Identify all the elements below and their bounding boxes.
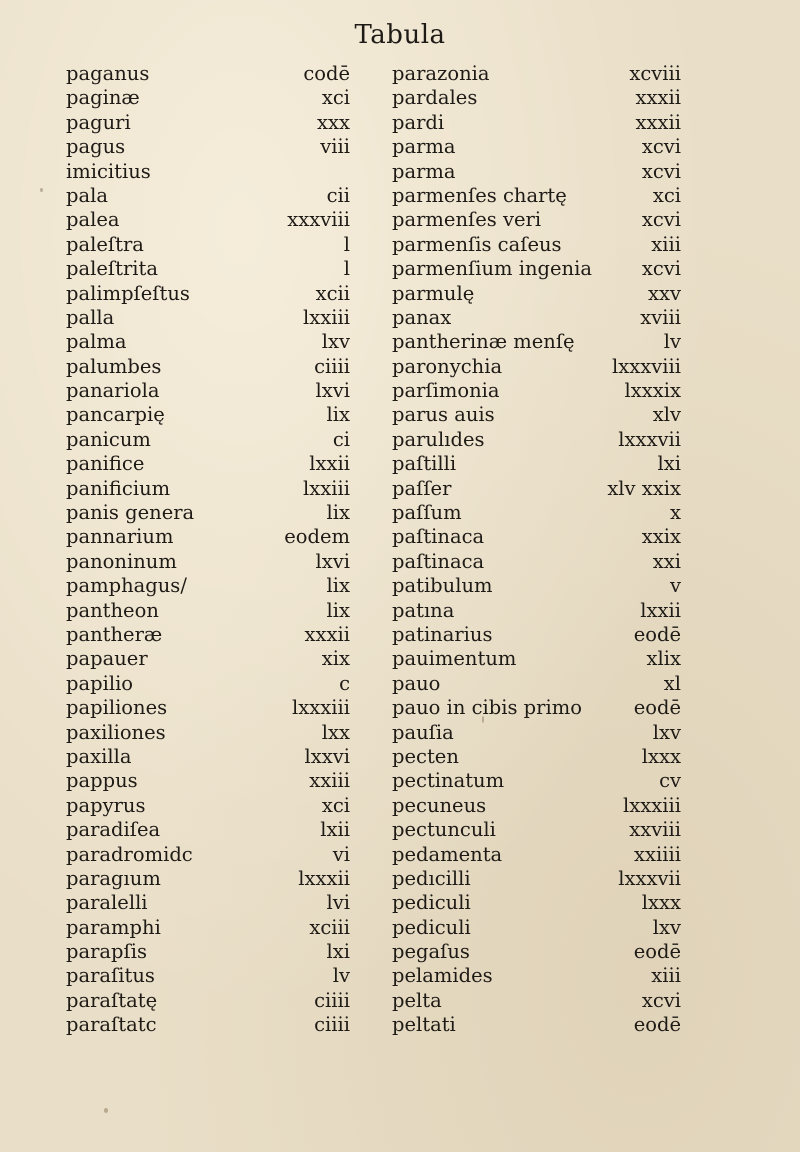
index-reference: lxi — [326, 940, 350, 964]
index-reference: codē — [303, 62, 350, 85]
index-term: pancarpię — [66, 403, 165, 427]
index-term: palimpſeſtus — [66, 281, 190, 305]
index-reference: lv — [663, 330, 681, 354]
index-reference: xxxviii — [287, 208, 350, 232]
index-term: patibulum — [392, 574, 493, 598]
index-term: paguri — [66, 110, 131, 134]
index-term: pauo in cibis primo — [392, 696, 582, 720]
index-reference: lvi — [326, 891, 350, 915]
index-reference: lxxxiii — [623, 793, 681, 817]
index-term: pamphagus/ — [66, 574, 187, 598]
index-reference: cii — [326, 183, 350, 207]
index-term: paleſtrita — [66, 257, 158, 281]
index-reference: xcii — [315, 281, 350, 305]
paper-speck — [104, 1108, 108, 1113]
index-reference: xcvi — [641, 208, 681, 232]
index-reference: lix — [326, 574, 350, 598]
index-reference: lxxxii — [298, 866, 350, 890]
index-reference: xci — [652, 183, 681, 207]
index-term: pantheon — [66, 598, 159, 622]
index-reference: lxxvi — [304, 744, 350, 768]
index-reference: xlix — [646, 647, 681, 671]
index-reference: lxxxiii — [292, 696, 350, 720]
index-term: pecten — [392, 744, 459, 768]
index-reference: lxv — [321, 330, 350, 354]
index-term: paronychia — [392, 354, 503, 378]
index-term: parapſis — [66, 940, 147, 964]
index-term: parſimonia — [392, 379, 500, 403]
left-term-column — [66, 62, 266, 1038]
index-term: paradiſea — [66, 818, 161, 842]
paper-speck — [482, 716, 484, 723]
index-reference: lxxx — [641, 891, 681, 915]
index-term: patına — [392, 598, 455, 622]
index-term: panoninum — [66, 549, 177, 573]
index-term: paginæ — [66, 86, 140, 110]
index-term: pantherinæ menſę — [392, 330, 575, 354]
index-reference: ci — [332, 427, 350, 451]
index-reference: lxxxvii — [618, 866, 681, 890]
index-term: panariola — [66, 379, 160, 403]
index-reference: lxxxviii — [612, 354, 681, 378]
paper-speck — [40, 188, 43, 192]
index-term: pedıcilli — [392, 866, 471, 890]
index-term: palea — [66, 208, 120, 232]
index-term: paramphi — [66, 915, 161, 939]
index-reference: x — [670, 501, 681, 525]
index-term: paragıum — [66, 866, 161, 890]
index-term: pedamenta — [392, 842, 503, 866]
index-reference: xxix — [641, 525, 681, 549]
index-term: paraſtatę — [66, 988, 158, 1012]
index-reference: lxxii — [640, 598, 681, 622]
index-reference: lxv — [652, 915, 681, 939]
index-term: parulıdes — [392, 427, 485, 451]
index-term: pediculi — [392, 915, 471, 939]
index-reference: xcvi — [641, 135, 681, 159]
index-reference: xxxii — [635, 86, 681, 110]
index-term: panax — [392, 305, 452, 329]
index-reference: lix — [326, 403, 350, 427]
index-reference: ciiii — [314, 354, 350, 378]
index-term: pardales — [392, 86, 478, 110]
index-reference: lxvi — [315, 379, 350, 403]
index-term: pauo — [392, 671, 441, 695]
index-reference: xxiii — [309, 769, 350, 793]
index-reference: eodem — [284, 525, 350, 549]
index-term: parmenſis caſeus — [392, 232, 562, 256]
index-term: parus auis — [392, 403, 495, 427]
index-reference: lix — [326, 598, 350, 622]
index-term: panifice — [66, 452, 145, 476]
index-term: paſtinaca — [392, 549, 485, 573]
index-term: pediculi — [392, 891, 471, 915]
index-term: paxiliones — [66, 720, 166, 744]
index-term: paleſtra — [66, 232, 144, 256]
index-reference: xci — [321, 793, 350, 817]
index-term: pagus — [66, 135, 126, 159]
index-term: panis genera — [66, 501, 195, 525]
index-reference: lxvi — [315, 549, 350, 573]
index-term: pantheræ — [66, 622, 163, 646]
index-reference: eodē — [633, 622, 681, 646]
index-term: papilio — [66, 671, 134, 695]
index-term: paſtilli — [392, 452, 457, 476]
index-term: panicum — [66, 427, 151, 451]
index-reference: l — [343, 232, 350, 256]
index-reference: xxiiii — [634, 842, 681, 866]
index-term: panificium — [66, 476, 171, 500]
index-reference: xviii — [640, 305, 681, 329]
index-term: pecuneus — [392, 793, 487, 817]
index-reference: xcvi — [641, 988, 681, 1012]
index-term: imicitius — [66, 159, 151, 183]
index-reference: xxxii — [304, 622, 350, 646]
index-reference: xix — [321, 647, 350, 671]
index-reference: lxx — [321, 720, 350, 744]
index-reference: lv — [332, 964, 350, 988]
index-reference: viii — [320, 135, 350, 159]
index-reference: lxv — [652, 720, 681, 744]
index-reference: lix — [326, 501, 350, 525]
index-term: pauſia — [392, 720, 454, 744]
index-reference: xlv — [652, 403, 681, 427]
index-reference: cv — [659, 769, 681, 793]
index-reference: xiii — [651, 232, 681, 256]
index-term: pectinatum — [392, 769, 505, 793]
index-term: paſſum — [392, 501, 462, 525]
index-reference: xcvi — [641, 257, 681, 281]
index-reference: ciiii — [314, 1013, 350, 1037]
index-reference: xl — [663, 671, 681, 695]
index-term: pannarium — [66, 525, 174, 549]
index-term: pardi — [392, 110, 445, 134]
index-term: pappus — [66, 769, 138, 793]
index-term: parma — [392, 135, 456, 159]
index-reference: xiii — [651, 964, 681, 988]
index-term: palma — [66, 330, 127, 354]
index-reference: lxii — [320, 818, 350, 842]
right-reference-column — [580, 62, 681, 1038]
index-reference: eodē — [633, 696, 681, 720]
index-term: pelamides — [392, 964, 493, 988]
index-term: parmenſes veri — [392, 208, 542, 232]
index-reference: xxviii — [629, 818, 681, 842]
index-term: pauimentum — [392, 647, 517, 671]
index-reference: lxxiii — [303, 476, 350, 500]
index-term: parmulę — [392, 281, 475, 305]
index-term: pala — [66, 183, 108, 207]
index-term: paradromidc — [66, 842, 193, 866]
index-reference: xlv xxix — [607, 476, 681, 500]
index-term: peltati — [392, 1013, 456, 1037]
index-term: parmenſium ingenia — [392, 257, 592, 281]
index-term: parmenſes chartę — [392, 183, 567, 207]
index-reference: v — [669, 574, 681, 598]
index-reference: xci — [321, 86, 350, 110]
index-reference: l — [343, 257, 350, 281]
index-reference: lxxiii — [303, 305, 350, 329]
index-reference: xxv — [647, 281, 681, 305]
index-term: pelta — [392, 988, 442, 1012]
index-reference: ciiii — [314, 988, 350, 1012]
index-term: papyrus — [66, 793, 146, 817]
index-term: paraſtatc — [66, 1013, 157, 1037]
index-term: paraſitus — [66, 964, 155, 988]
index-reference: eodē — [633, 940, 681, 964]
index-term: palla — [66, 305, 115, 329]
index-reference: lxxx — [641, 744, 681, 768]
index-reference: xcvi — [641, 159, 681, 183]
index-term: palumbes — [66, 354, 162, 378]
index-reference: lxxii — [309, 452, 350, 476]
index-term: pectunculi — [392, 818, 496, 842]
index-reference: xxi — [652, 549, 681, 573]
index-reference: xcviii — [629, 62, 681, 85]
index-term: paſſer — [392, 476, 452, 500]
right-term-column — [392, 62, 612, 1038]
index-reference: eodē — [633, 1013, 681, 1037]
index-term: pegaſus — [392, 940, 470, 964]
index-term: paſtinaca — [392, 525, 485, 549]
index-reference: xxxii — [635, 110, 681, 134]
index-reference: lxxxvii — [618, 427, 681, 451]
index-term: parma — [392, 159, 456, 183]
index-term: paralelli — [66, 891, 148, 915]
page-title: Tabula — [354, 20, 446, 50]
index-term: parazonia — [392, 62, 490, 85]
index-term: papiliones — [66, 696, 168, 720]
index-term: papauer — [66, 647, 148, 671]
left-reference-column — [250, 62, 350, 1038]
index-reference: lxxxix — [624, 379, 681, 403]
index-reference: lxi — [657, 452, 681, 476]
index-reference: vi — [332, 842, 350, 866]
index-reference — [250, 160, 350, 184]
index-term: patinarius — [392, 622, 493, 646]
index-reference: c — [339, 671, 350, 695]
index-reference: xciii — [309, 915, 350, 939]
index-term: paganus — [66, 62, 150, 85]
index-reference: xxx — [317, 110, 350, 134]
index-term: paxilla — [66, 744, 132, 768]
